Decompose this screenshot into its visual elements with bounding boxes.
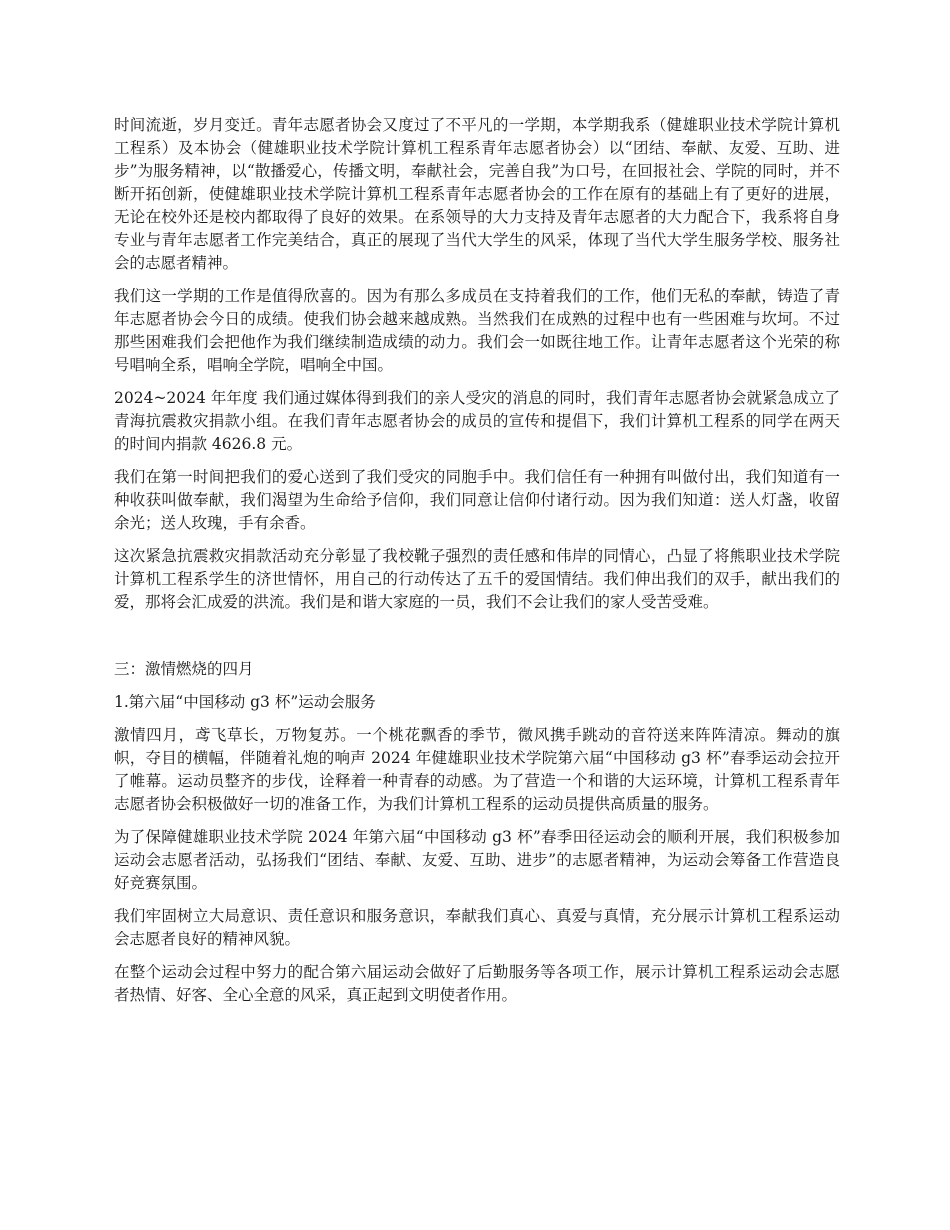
paragraph: 我们这一学期的工作是值得欣喜的。因为有那么多成员在支持着我们的工作，他们无私的奉献，铸造了青年志愿者协会今日的成绩。使我们协会越来越成熟。当然我们在成熟的过程中也有一些困难与坎坷。不过那些困难我们会把他作为我们继续制造成绩的动力。我们会一如既往地工作。让青年志愿者这个光荣的称号唱响全系，唱响全学院，唱响全中国。: [114, 287, 840, 374]
section-spacer: [114, 624, 840, 658]
subsection-heading: 1.第六届“中国移动 g3 杯”运动会服务: [114, 693, 376, 711]
paragraph: 激情四月，鸢飞草长，万物复苏。一个桃花飘香的季节，微风携手跳动的音符送来阵阵清凉。舞动的旗帜，夺目的横幅，伴随着礼炮的响声 2024 年健雄职业技术学院第六届“中国移动 g3 杯”春季运动会拉开了帷幕。运动员整齐的步伐，诠释着一种青春的动感。为了营造一个和谐的大运环境，计算机工程系青年志愿者协会积极做好一切的准备工作，为我们计算机工程系的运动员提供高质量的服务。: [114, 726, 840, 813]
paragraph: 我们牢固树立大局意识、责任意识和服务意识，奉献我们真心、真爱与真情，充分展示计算机工程系运动会志愿者良好的精神风貌。: [114, 907, 840, 948]
paragraph: 2024~2024 年年度 我们通过媒体得到我们的亲人受灾的消息的同时，我们青年志愿者协会就紧急成立了青海抗震救灾捐款小组。在我们青年志愿者协会的成员的宣传和提倡下，我们计算机工程系的同学在两天的时间内捐款 4626.8 元。: [114, 389, 840, 453]
paragraph: 这次紧急抗震救灾捐款活动充分彰显了我校靴子强烈的责任感和伟岸的同情心，凸显了将熊职业技术学院计算机工程系学生的济世情怀，用自己的行动传达了五千的爱国情结。我们伸出我们的双手，献出我们的爱，那将会汇成爱的洪流。我们是和谐大家庭的一员，我们不会让我们的家人受苦受难。: [114, 547, 840, 611]
paragraph: 在整个运动会过程中努力的配合第六届运动会做好了后勤服务等各项工作，展示计算机工程系运动会志愿者热情、好客、全心全意的风采，真正起到文明使者作用。: [114, 963, 840, 1004]
document-body: [114, 114, 840, 1017]
paragraph: 时间流逝，岁月变迁。青年志愿者协会又度过了不平凡的一学期，本学期我系（健雄职业技术学院计算机工程系）及本协会（健雄职业技术学院计算机工程系青年志愿者协会）以“团结、奉献、友爱、互助、进步”为服务精神，以“散播爱心，传播文明，奉献社会，完善自我”为口号，在回报社会、学院的同时，并不断开拓创新，使健雄职业技术学院计算机工程系青年志愿者协会的工作在原有的基础上有了更好的进展，无论在校外还是校内都取得了良好的效果。在系领导的大力支持及青年志愿者的大力配合下，我系将自身专业与青年志愿者工作完美结合，真正的展现了当代大学生的风采，体现了当代大学生服务学校、服务社会的志愿者精神。: [114, 116, 840, 272]
paragraph: 为了保障健雄职业技术学院 2024 年第六届“中国移动 g3 杯”春季田径运动会的顺利开展，我们积极参加运动会志愿者活动，弘扬我们“团结、奉献、友爱、互助、进步”的志愿者精神，为运动会筹备工作营造良好竞赛氛围。: [114, 828, 840, 892]
section-heading: 三：激情燃烧的四月: [114, 660, 254, 678]
paragraph: 我们在第一时间把我们的爱心送到了我们受灾的同胞手中。我们信任有一种拥有叫做付出，我们知道有一种收获叫做奉献，我们渴望为生命给予信仰，我们同意让信仰付诸行动。因为我们知道：送人灯盏，收留余光；送人玫瑰，手有余香。: [114, 468, 840, 532]
